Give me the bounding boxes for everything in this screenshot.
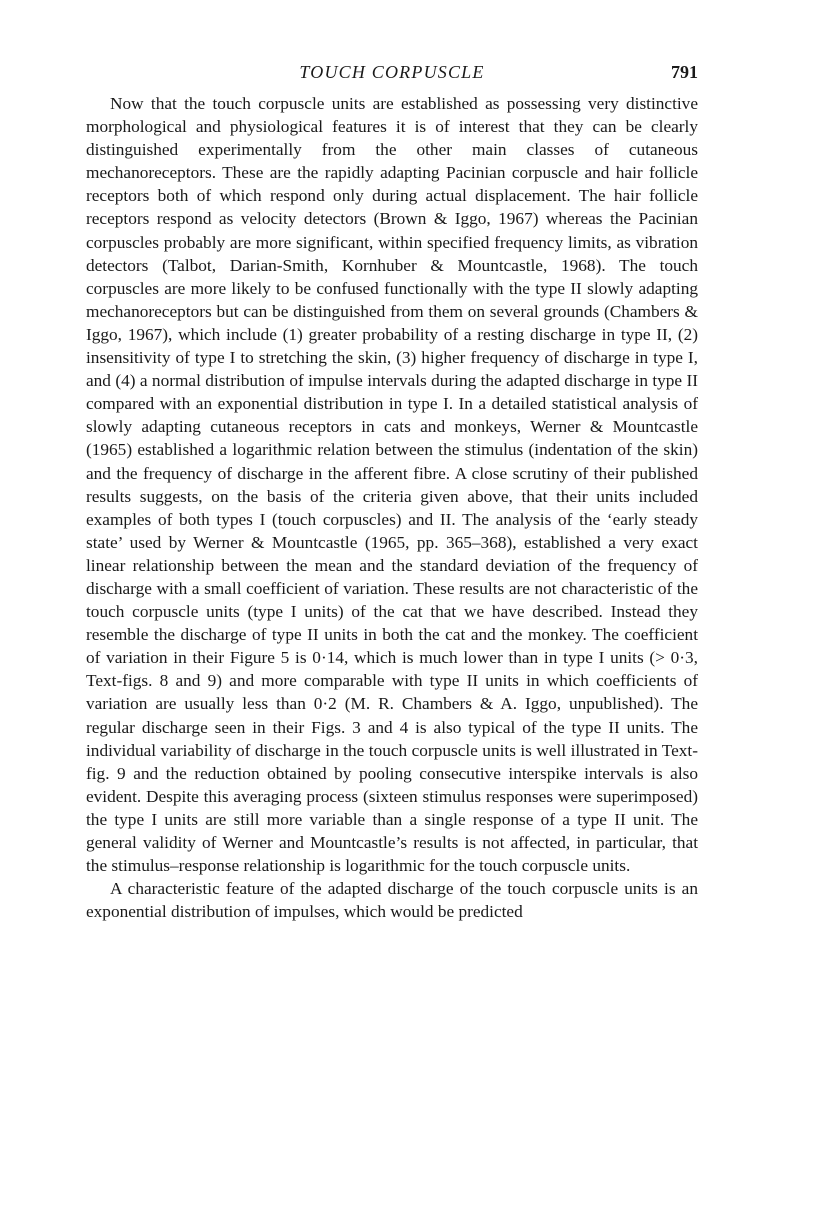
running-head bbox=[86, 62, 698, 86]
paragraph: Now that the touch corpuscle units are established as possessing very distinctive morphological and physiological features it is of interest that they can be clearly distinguished experimentally from the other main classes of cutaneous mechanoreceptors. These are the rapidly adapting Pacinian corpuscle and hair follicle receptors both of which respond only during actual displacement. The hair follicle receptors respond as velocity detectors (Brown & Iggo, 1967) whereas the Pacinian corpuscles probably are more significant, within specified frequency limits, as vibration detectors (Talbot, Darian-Smith, Kornhuber & Mountcastle, 1968). The touch corpuscles are more likely to be confused functionally with the type II slowly adapting mechanoreceptors but can be distinguished from them on several grounds (Chambers & Iggo, 1967), which include (1) greater probability of a resting discharge in type II, (2) insensitivity of type I to stretching the skin, (3) higher frequency of discharge in type I, and (4) a normal distribution of impulse intervals during the adapted discharge in type II compared with an exponential distribution in type I. In a detailed statistical analysis of slowly adapting cutaneous receptors in cats and monkeys, Werner & Mountcastle (1965) established a logarithmic relation between the stimulus (indentation of the skin) and the frequency of discharge in the afferent fibre. A close scrutiny of their published results suggests, on the basis of the criteria given above, that their units included examples of both types I (touch corpuscles) and II. The analysis of the ‘early steady state’ used by Werner & Mountcastle (1965, pp. 365–368), established a very exact linear relationship between the mean and the standard deviation of the frequency of discharge with a small coefficient of variation. These results are not characteristic of the touch corpuscle units (type I units) of the cat that we have described. Instead they resemble the discharge of type II units in both the cat and the monkey. The coefficient of variation in their Figure 5 is 0·14, which is much lower than in type I units (> 0·3, Text-figs. 8 and 9) and more comparable with type II units in which coefficients of variation are usually less than 0·2 (M. R. Chambers & A. Iggo, unpublished). The regular discharge seen in their Figs. 3 and 4 is also typical of the type II units. The individual variability of discharge in the touch corpuscle units is well illustrated in Text-fig. 9 and the reduction obtained by pooling consecutive interspike intervals is also evident. Despite this averaging process (sixteen stimulus responses were superimposed) the type I units are still more variable than a single response of a type II unit. The general validity of Werner and Mountcastle’s results is not affected, in particular, that the stimulus–response relationship is logarithmic for the touch corpuscle units. bbox=[86, 94, 698, 876]
page-number: 791 bbox=[671, 62, 698, 82]
body-text bbox=[86, 92, 698, 923]
running-title: TOUCH CORPUSCLE bbox=[299, 62, 485, 82]
paragraph: A characteristic feature of the adapted discharge of the touch corpuscle units is an exponential distribution of impulses, which would be predicted bbox=[86, 879, 698, 922]
